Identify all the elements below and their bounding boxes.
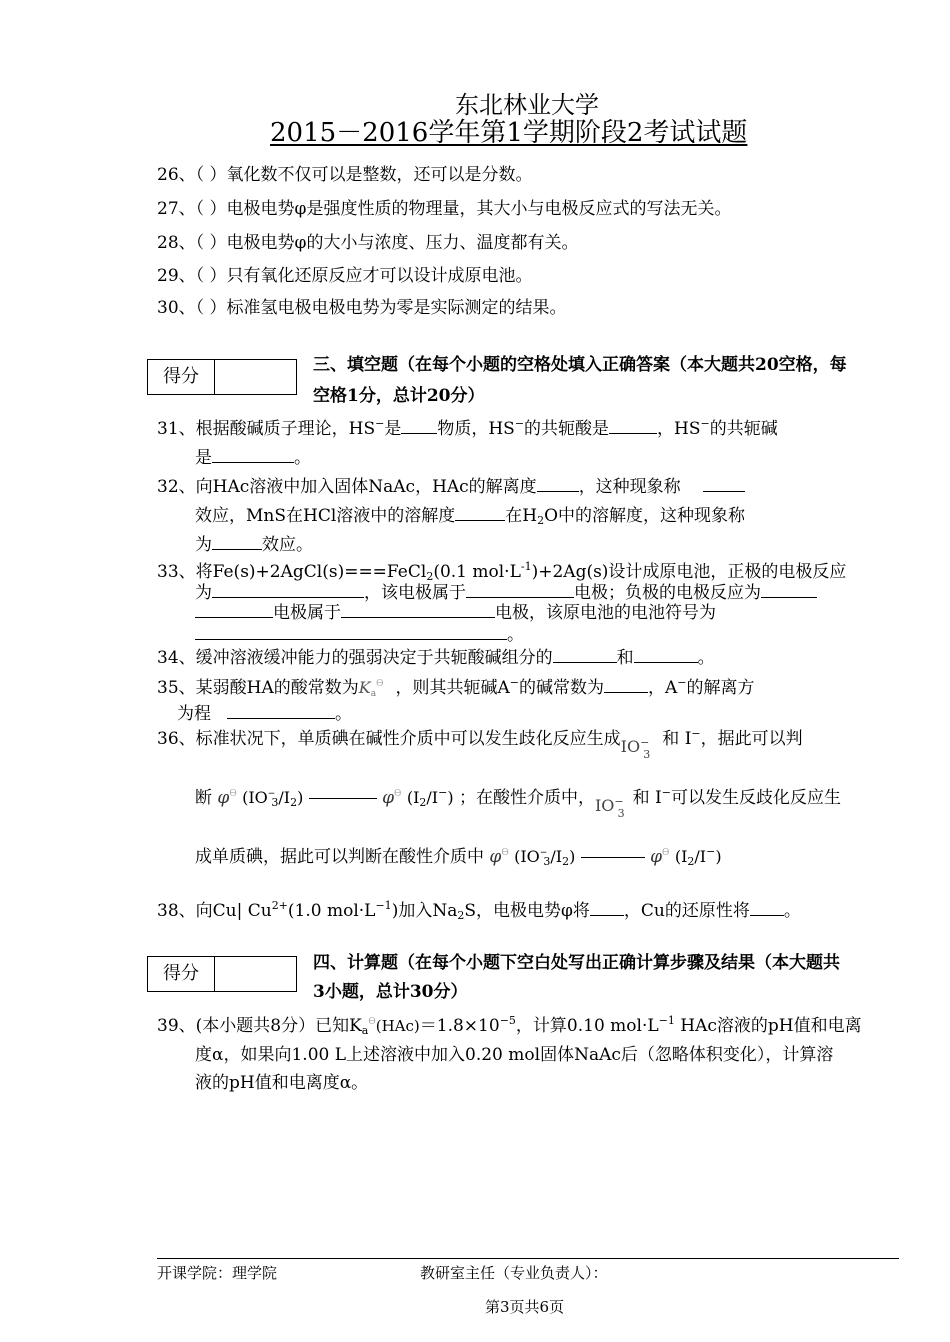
- question-32-line1: 32、向HAc溶液中加入固体NaAc，HAc的解离度 ，这种现象称: [157, 472, 745, 497]
- score-label: 得分: [148, 957, 215, 991]
- score-box-section4: [147, 956, 297, 992]
- question-39-line3: 液的pH值和电离度α。: [195, 1073, 369, 1093]
- question-33-line2: 为 ，该电极属于 电极；负极的电极反应为: [195, 578, 817, 603]
- question-39-line1: 39、(本小题共8分）已知$K_a^Ө(HAc)=1.8\times 10^{-5}$，计算0.10 $mol\cdot L^{-1}$ HAc溶液的pH值和电离: [157, 1014, 862, 1037]
- footer-college: 开课学院：理学院: [157, 1264, 278, 1282]
- section3-title-line1: 三、填空题（在每个小题的空格处填入正确答案（本大题共20空格，每: [313, 355, 847, 375]
- page-number: 第3页共6页: [485, 1298, 565, 1316]
- question-35-line2: 为程 。: [177, 704, 352, 724]
- footer-rule: [157, 1258, 899, 1259]
- question-33-line4: 。: [195, 620, 524, 645]
- question-36-line3: 成单质碘，据此可以判断在酸性介质中 $\varphi^Ө$ $(IO^-_3/I_2)$ $\varphi^Ө$ $(I_2/I^-)$: [195, 845, 722, 868]
- exam-title: 2015－2016学年第1学期阶段2考试试题: [270, 118, 748, 148]
- university-name: 东北林业大学: [455, 91, 599, 119]
- question-32-line3: 为 效应。: [195, 535, 313, 555]
- io3-i2-pair-1: $(IO^-_3/I_2)$: [242, 788, 304, 809]
- question-30: 30、（ ）标准氢电极电极电势为零是实际测定的结果。: [157, 298, 567, 318]
- question-38: 38、向Cu| $Cu^{2+}(1.0$ $mol\cdot L^{-1}$)加入$Na_2S$，电极电势φ将 ，Cu的还原性将 。: [157, 899, 801, 922]
- question-29: 29、（ ）只有氧化还原反应才可以设计成原电池。: [157, 266, 533, 286]
- i2-i-pair-1: $(I_2/I^-)$: [406, 786, 454, 809]
- question-35-line1: 35、某弱酸HA的酸常数为$K_a^Ө$ ，则其共轭碱A−的碱常数为 ，A−的解离方: [157, 676, 755, 699]
- question-32-line2: 效应，MnS在HCl溶液中的溶解度 在$H_2O$中的溶解度，这种现象称: [195, 506, 746, 527]
- question-26: 26、（ ）氧化数不仅可以是整数，还可以是分数。: [157, 165, 533, 185]
- question-36-line2: 断 $\varphi^Ө$ $(IO^-_3/I_2)$ $\varphi^Ө$ $(I_2/I^-)$ ；在酸性介质中，$IO-_3$和 I−可以发生反歧化反应生: [195, 786, 841, 820]
- io3-i2-pair-2: $(IO^-_3/I_2)$: [514, 847, 576, 868]
- question-27: 27、（ ）电极电势φ是强度性质的物理量，其大小与电极反应式的写法无关。: [157, 199, 732, 219]
- i2-i-pair-2: $(I_2/I^-)$: [674, 845, 722, 868]
- score-label: 得分: [148, 360, 215, 394]
- question-34: 34、缓冲溶液缓冲能力的强弱决定于共轭酸碱组分的 和 。: [157, 648, 715, 668]
- question-31-line1: 31、根据酸碱质子理论，HS−是 物质，HS−的共轭酸是 ，HS−的共轭碱: [157, 417, 778, 439]
- section4-title-line1: 四、计算题（在每个小题下空白处写出正确计算步骤及结果（本大题共: [313, 953, 840, 973]
- question-33-line1: 33、将Fe(s)+2AgCl(s)===FeCl$_2$(0.1 $mol\cdot L^{-1})+2Ag(s)$设计成原电池，正极的电极反应: [157, 560, 847, 583]
- section3-title-line2: 空格1分，总计20分）: [313, 386, 485, 406]
- question-33-line3: 电极属于 电极，该原电池的电池符号为: [195, 598, 716, 623]
- question-39-line2: 度α，如果向1.00 L上述溶液中加入0.20 mol固体NaAc后（忽略体积变化），计算溶: [195, 1045, 834, 1065]
- section4-title-line2: 3小题，总计30分）: [313, 982, 468, 1002]
- score-box-section3: [147, 359, 297, 395]
- question-31-line2: 是 。: [195, 448, 311, 468]
- question-36-line1: 36、标准状况下，单质碘在碱性介质中可以发生歧化反应生成$IO-_3$和 I−，据此可以判: [157, 727, 803, 761]
- footer-director: 教研室主任（专业负责人）：: [420, 1264, 608, 1282]
- question-28: 28、（ ）电极电势φ的大小与浓度、压力、温度都有关。: [157, 233, 579, 253]
